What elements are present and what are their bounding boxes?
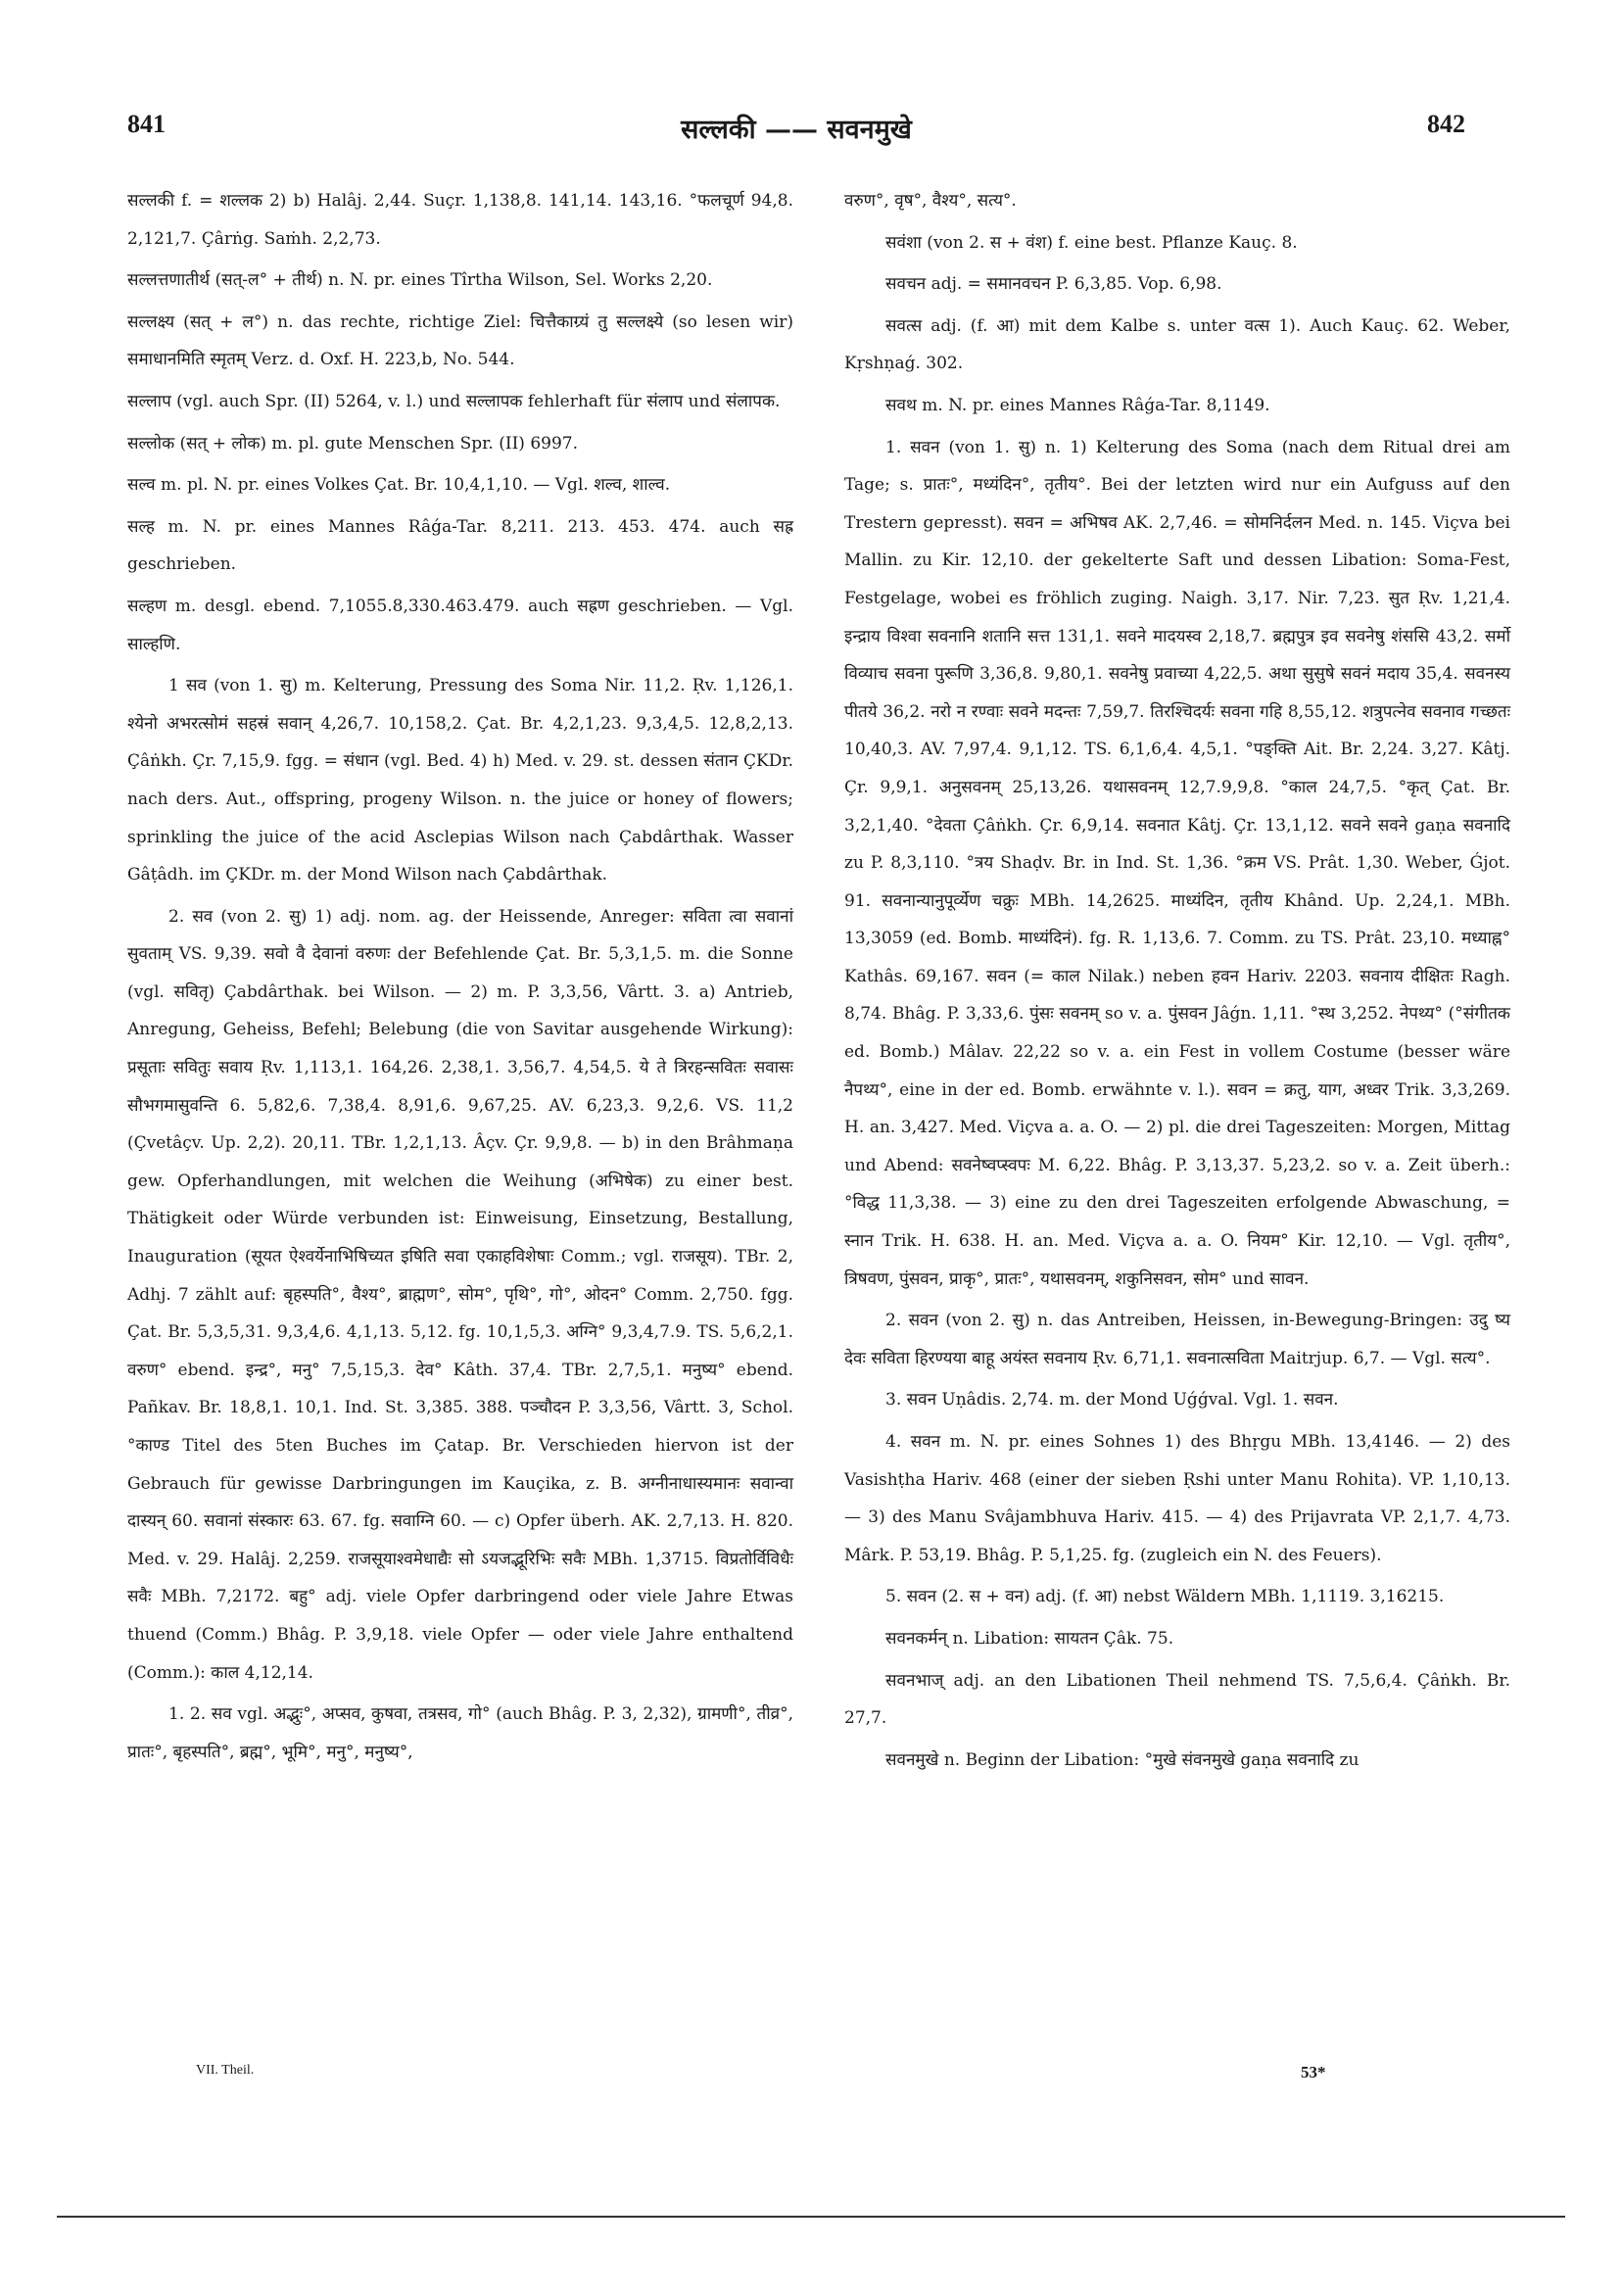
- entry-savanamukha: सवनमुखे n. Beginn der Libation: °मुखे संवनमुखे gaṇa सवनादि zu: [885, 1749, 1360, 1770]
- entry-savatha: सवथ m. N. pr. eines Mannes Râǵa-Tar. 8,1149.: [885, 395, 1270, 415]
- entry-savatsa: सवत्स adj. (f. आ) mit dem Kalbe s. unter वत्स 1). Auch Kauç. 62. Weber, Kṛshṇaǵ. 302.: [844, 315, 1510, 374]
- entry-continuation: वरुण°, वृष°, वैश्य°, सत्य°.: [844, 191, 1017, 211]
- page-header: [127, 110, 1465, 149]
- entry-savana-3: 3. सवन Uṇâdis. 2,74. m. der Mond Uǵǵval. Vgl. 1. सवन.: [885, 1390, 1339, 1411]
- entry-sallapa: सल्लाप (vgl. auch Spr. (II) 5264, v. l.) und सल्लापक fehlerhaft für संलाप und संलापक.: [127, 391, 781, 411]
- entry-savana-4: 4. सवन m. N. pr. eines Sohnes 1) des Bhṛgu MBh. 13,4146. — 2) des Vasishṭha Hariv. 468 (einer der sieben Ṛshi unter Manu Rohita). VP. 1,10,13. — 3) des Manu Svâjambhuva Hariv. 415. — 4) des Prijavrata VP. 2,1,7. 4,73. Mârk. P. 53,19. Bhâg. P. 5,1,25. fg. (zugleich ein N. des Feuers).: [844, 1432, 1510, 1565]
- signature-mark: 53*: [1301, 2063, 1326, 2081]
- entry-savana-1: 1. सवन (von 1. सु) n. 1) Kelterung des Soma (nach dem Ritual drei am Tage; s. प्रातः°, मध्यंदिन°, तृतीय°. Bei der letzten wird nur ein Aufguss auf den Trestern gepresst). सवन = अभिषव AK. 2,7,46. = सोमनिर्दलन Med. n. 145. Viçva bei Mallin. zu Kir. 12,10. der gekelterte Saft und dessen Libation: Soma-Fest, Festgelage, wobei es fröhlich zuging. Naigh. 3,17. Nir. 7,23. सुत Ṛv. 1,21,4. इन्द्राय विश्वा सवनानि शतानि सत्त 131,1. सवने मादयस्व 2,18,7. ब्रह्मपुत्र इव सवनेषु शंससि 43,2. सर्मो विव्याच सवना पुरूणि 3,36,8. 9,80,1. सवनेषु प्रवाच्या 4,22,5. अथा सुसुषे सवनं मदाय 35,4. सवनस्य पीतये 36,2. नरो न रण्वाः सवने मदन्तः 7,59,7. तिरश्चिदर्यः सवना गहि 8,55,12. शत्रुपत्नेव सवनाव गच्छतः 10,40,3. AV. 7,97,4. 9,1,12. TS. 6,1,6,4. 4,5,1. °पङ्क्ति Ait. Br. 2,24. 3,27. Kâtj. Çr. 9,9,1. अनुसवनम् 25,13,26. यथासवनम् 12,7.9,9,8. °काल 24,7,5. °कृत् Çat. Br. 3,2,1,40. °देवता Çâṅkh. Çr. 6,9,14. सवनात Kâtj. Çr. 13,1,12. सवने सवने gaṇa सवनादि zu P. 8,3,110. °त्रय Shaḍv. Br. in Ind. St. 1,36. °क्रम VS. Prât. 1,30. Weber, Ǵjot. 91. सवनान्यानुपूर्व्येण चक्रुः MBh. 14,2625. माध्यंदिन, तृतीय Khând. Up. 2,24,1. MBh. 13,3059 (ed. Bomb. माध्यंदिनं). fg. R. 1,13,6. 7. Comm. zu TS. Prât. 23,10. मध्याह्न° Kathâs. 69,167. सवन (= काल Nilak.) neben हवन Hariv. 2203. सवनाय दीक्षितः Ragh. 8,74. Bhâg. P. 3,33,6. पुंसः सवनम् so v. a. पुंसवन Jâǵn. 1,11. °स्थ 3,252. नेपथ्य° (°संगीतक ed. Bomb.) Mâlav. 22,22 so v. a. ein Fest in vollem Costume (besser wäre नैपथ्य°, eine in der ed. Bomb. erwähnte v. l.). सवन = क्रतु, याग, अध्वर Trik. 3,3,269. H. an. 3,427. Med. Viçva a. a. O. — 2) pl. die drei Tageszeiten: Morgen, Mittag und Abend: सवनेष्वप्स्वपः M. 6,22. Bhâg. P. 3,13,37. 5,23,2. so v. a. Zeit überh.: °विद्ध 11,3,38. — 3) eine zu den drei Tageszeiten erfolgende Abwaschung, = स्नान Trik. H. 638. H. an. Med. Viçva a. a. O. नियम° Kir. 12,10. — Vgl. तृतीय°, त्रिषवण, पुंसवन, प्राकृ°, प्रातः°, यथासवनम्, शकुनिसवन, सोम° und सावन.: [844, 437, 1510, 1289]
- entry-savanabhaj: सवनभाज् adj. an den Libationen Theil nehmend TS. 7,5,6,4. Çâṅkh. Br. 27,7.: [844, 1670, 1510, 1729]
- entry-salloka: सल्लोक (सत् + लोक) m. pl. gute Menschen Spr. (II) 6997.: [127, 433, 579, 454]
- entry-savacana: सवचन adj. = समानवचन P. 6,3,85. Vop. 6,98.: [885, 274, 1222, 295]
- entry-sava-1: 1 सव (von 1. सु) m. Kelterung, Pressung des Soma Nir. 11,2. Ṛv. 1,126,1. श्येनो अभरत्सोमं सहस्रं सवान् 4,26,7. 10,158,2. Çat. Br. 4,2,1,23. 9,3,4,5. 12,8,2,13. Çâṅkh. Çr. 7,15,9. fgg. = संधान (vgl. Bed. 4) h) Med. v. 29. st. dessen संतान ÇKDr. nach ders. Aut., offspring, progeny Wilson. n. the juice or honey of flowers; sprinkling the juice of the acid Asclepias Wilson nach Çabdârthak. Wasser Gâṭâdh. im ÇKDr. m. der Mond Wilson nach Çabdârthak.: [127, 676, 793, 885]
- right-page-number: 842: [1427, 110, 1465, 138]
- entry-savana-2: 2. सवन (von 2. सु) n. das Antreiben, Heissen, in-Bewegung-Bringen: उदु ष्य देवः सविता हिरण्यया बाहू अयंस्त सवनाय Ṛv. 6,71,1. सवनात्सविता Maitrjup. 6,7. — Vgl. सत्य°.: [844, 1311, 1510, 1368]
- entry-salva: सल्व m. pl. N. pr. eines Volkes Çat. Br. 10,4,1,10. — Vgl. शल्व, शाल्व.: [127, 475, 671, 496]
- volume-label: VII. Theil.: [196, 2063, 255, 2078]
- left-page-number: 841: [127, 110, 166, 138]
- entry-sallaki: सल्लकी f. = शल्लक 2) b) Halâj. 2,44. Suçr. 1,138,8. 141,14. 143,16. °फलचूर्ण 94,8. 2,121,7. Çârṅg. Saṁh. 2,2,73.: [127, 191, 793, 249]
- running-head: सल्लकी —— सवनमुखे: [681, 115, 912, 145]
- bottom-rule: [57, 2216, 1565, 2218]
- entry-sallakshya: सल्लक्ष्य (सत् + ल°) n. das rechte, richtige Ziel: चित्तैकाग्र्यं तु सल्लक्ष्ये (so lesen wir) समाधानमिति स्मृतम् Verz. d. Oxf. H. 223,b, No. 544.: [127, 311, 793, 370]
- entry-savamsha: सवंशा (von 2. स + वंश) f. eine best. Pflanze Kauç. 8.: [885, 232, 1298, 253]
- entry-savanakarman: सवनकर्मन् n. Libation: सायतन Çâk. 75.: [885, 1628, 1174, 1649]
- right-column: [844, 182, 1510, 1783]
- entry-sava-1-2: 1. 2. सव vgl. अद्भुः°, अप्सव, कुषवा, तत्रसव, गो° (auch Bhâg. P. 3, 2,32), ग्रामणी°, तीव्र°, प्रातः°, बृहस्पति°, ब्रह्म°, भूमि°, मनु°, मनुष्य°,: [127, 1704, 793, 1762]
- entry-salha: सल्ह m. N. pr. eines Mannes Râǵa-Tar. 8,211. 213. 453. 474. auch सह्र geschrieben.: [127, 516, 793, 575]
- entry-sallattanatirtha: सल्लत्तणातीर्थ (सत्-ल° + तीर्थ) n. N. pr. eines Tîrtha Wilson, Sel. Works 2,20.: [127, 270, 713, 291]
- entry-savana-5: 5. सवन (2. स + वन) adj. (f. आ) nebst Wäldern MBh. 1,1119. 3,16215.: [885, 1587, 1445, 1607]
- left-column: [127, 182, 793, 1775]
- entry-salhana: सल्हण m. desgl. ebend. 7,1055.8,330.463.479. auch सह्रण geschrieben. — Vgl. साल्हणि.: [127, 596, 793, 654]
- entry-sava-2: 2. सव (von 2. सु) 1) adj. nom. ag. der Heissende, Anreger: सविता त्वा सवानां सुवताम् VS. 9,39. सवो वै देवानां वरुणः der Befehlende Çat. Br. 5,3,1,5. m. die Sonne (vgl. सवितृ) Çabdârthak. bei Wilson. — 2) m. P. 3,3,56, Vârtt. 3. a) Antrieb, Anregung, Geheiss, Befehl; Belebung (die von Savitar ausgehende Wirkung): प्रसूताः सवितुः सवाय Ṛv. 1,113,1. 164,26. 2,38,1. 3,56,7. 4,54,5. ये ते त्रिरहन्सवितः सवासः सौभगमासुवन्ति 6. 5,82,6. 7,38,4. 8,91,6. 9,67,25. AV. 6,23,3. 9,2,6. VS. 11,2 (Çvetâçv. Up. 2,2). 20,11. TBr. 1,2,1,13. Âçv. Çr. 9,9,8. — b) in den Brâhmaṇa gew. Opferhandlungen, mit welchen die Weihung (अभिषेक) zu einer best. Thätigkeit oder Würde verbunden ist: Einweisung, Einsetzung, Bestallung, Inauguration (सूयत ऐश्वर्येनाभिषिच्यत इषिति सवा एकाहविशेषाः Comm.; vgl. राजसूय). TBr. 2, Adhj. 7 zählt auf: बृहस्पति°, वैश्य°, ब्राह्मण°, सोम°, पृथि°, गो°, ओदन° Comm. 2,750. fgg. Çat. Br. 5,3,5,31. 9,3,4,6. 4,1,13. 5,12. fg. 10,1,5,3. अग्नि° 9,3,4,7.9. TS. 5,6,2,1. वरुण° ebend. इन्द्र°, मनु° 7,5,15,3. देव° Kâth. 37,4. TBr. 2,7,5,1. मनुष्य° ebend. Pañkav. Br. 18,8,1. 10,1. Ind. St. 3,385. 388. पञ्चौदन P. 3,3,56, Vârtt. 3, Schol. °काण्ड Titel des 5ten Buches im Çatap. Br. Verschieden hiervon ist der Gebrauch für gewisse Darbringungen im Kauçika, z. B. अग्नीनाधास्यमानः सवान्वा दास्यन् 60. सवानां संस्कारः 63. 67. fg. सवाग्नि 60. — c) Opfer überh. AK. 2,7,13. H. 820. Med. v. 29. Halâj. 2,259. राजसूयाश्वमेधाद्यैः सो ऽयजद्भूरिभिः सवैः MBh. 1,3715. विप्रतोर्विविधैः सवैः MBh. 7,2172. बहु° adj. viele Opfer darbringend oder viele Jahre Etwas thuend (Comm.) Bhâg. P. 3,9,18. viele Opfer — oder viele Jahre enthaltend (Comm.): काल 4,12,14.: [127, 906, 793, 1683]
